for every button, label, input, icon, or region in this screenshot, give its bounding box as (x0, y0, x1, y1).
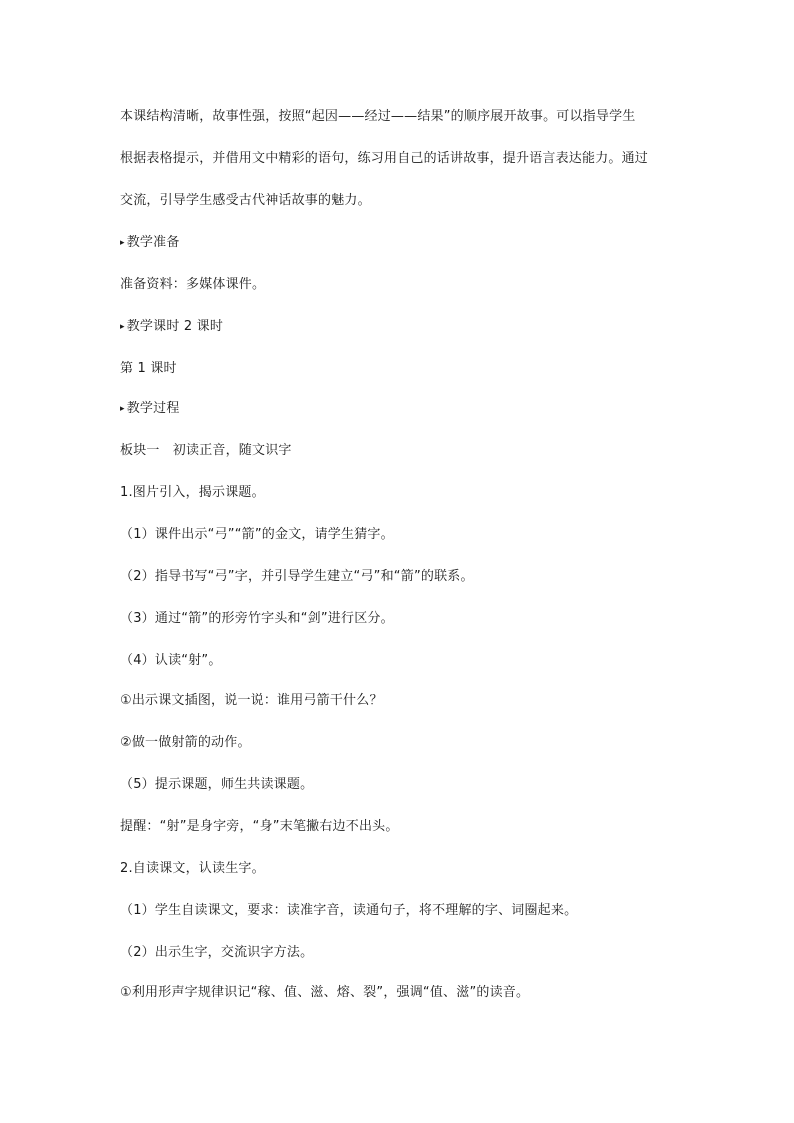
list-item: （4）认读“射”。 (120, 653, 222, 668)
triangle-marker-icon: ▸ (120, 404, 125, 414)
sub-list-item: ①出示课文插图，说一说：谁用弓箭干什么？ (120, 693, 383, 708)
reminder-line: 提醒：“射”是身字旁，“身”末笔撇右边不出头。 (120, 819, 399, 834)
section-heading-text: 教学准备 (126, 235, 180, 250)
section-heading-text: 教学过程 (126, 401, 180, 416)
list-item: （1）课件出示“弓”“箭”的金文，请学生猜字。 (120, 527, 394, 542)
paragraph-line-1: 本课结构清晰，故事性强，按照“起因——经过——结果”的顺序展开故事。可以指导学生 (120, 109, 636, 124)
section-heading-text: 教学课时 2 课时 (126, 319, 224, 334)
block-title: 板块一 初读正音，随文识字 (120, 443, 292, 458)
section-heading-preparation (120, 235, 680, 251)
list-item: （5）提示课题，师生共读课题。 (120, 777, 314, 792)
list-item: （3）通过“箭”的形旁竹字头和“剑”进行区分。 (120, 611, 394, 626)
paragraph-line-3: 交流，引导学生感受古代神话故事的魅力。 (120, 193, 371, 208)
materials-line: 准备资料：多媒体课件。 (120, 277, 266, 292)
triangle-marker-icon: ▸ (120, 238, 125, 248)
step-heading: 2.自读课文，认读生字。 (120, 861, 265, 876)
sub-list-item: ②做一做射箭的动作。 (120, 735, 251, 750)
section-heading-process (120, 401, 680, 417)
period-title: 第 1 课时 (120, 361, 177, 376)
list-item: （1）学生自读课文，要求：读准字音，读通句子，将不理解的字、词圈起来。 (120, 903, 578, 918)
section-heading-periods (120, 319, 680, 335)
triangle-marker-icon: ▸ (120, 322, 125, 332)
step-heading: 1.图片引入，揭示课题。 (120, 485, 265, 500)
sub-list-item: ①利用形声字规律识记“稼、值、滋、熔、裂”，强调“值、滋”的读音。 (120, 985, 530, 1000)
list-item: （2）出示生字，交流识字方法。 (120, 945, 314, 960)
list-item: （2）指导书写“弓”字，并引导学生建立“弓”和“箭”的联系。 (120, 569, 474, 584)
paragraph-line-2: 根据表格提示，并借用文中精彩的语句，练习用自己的话讲故事，提升语言表达能力。通过 (120, 151, 649, 166)
